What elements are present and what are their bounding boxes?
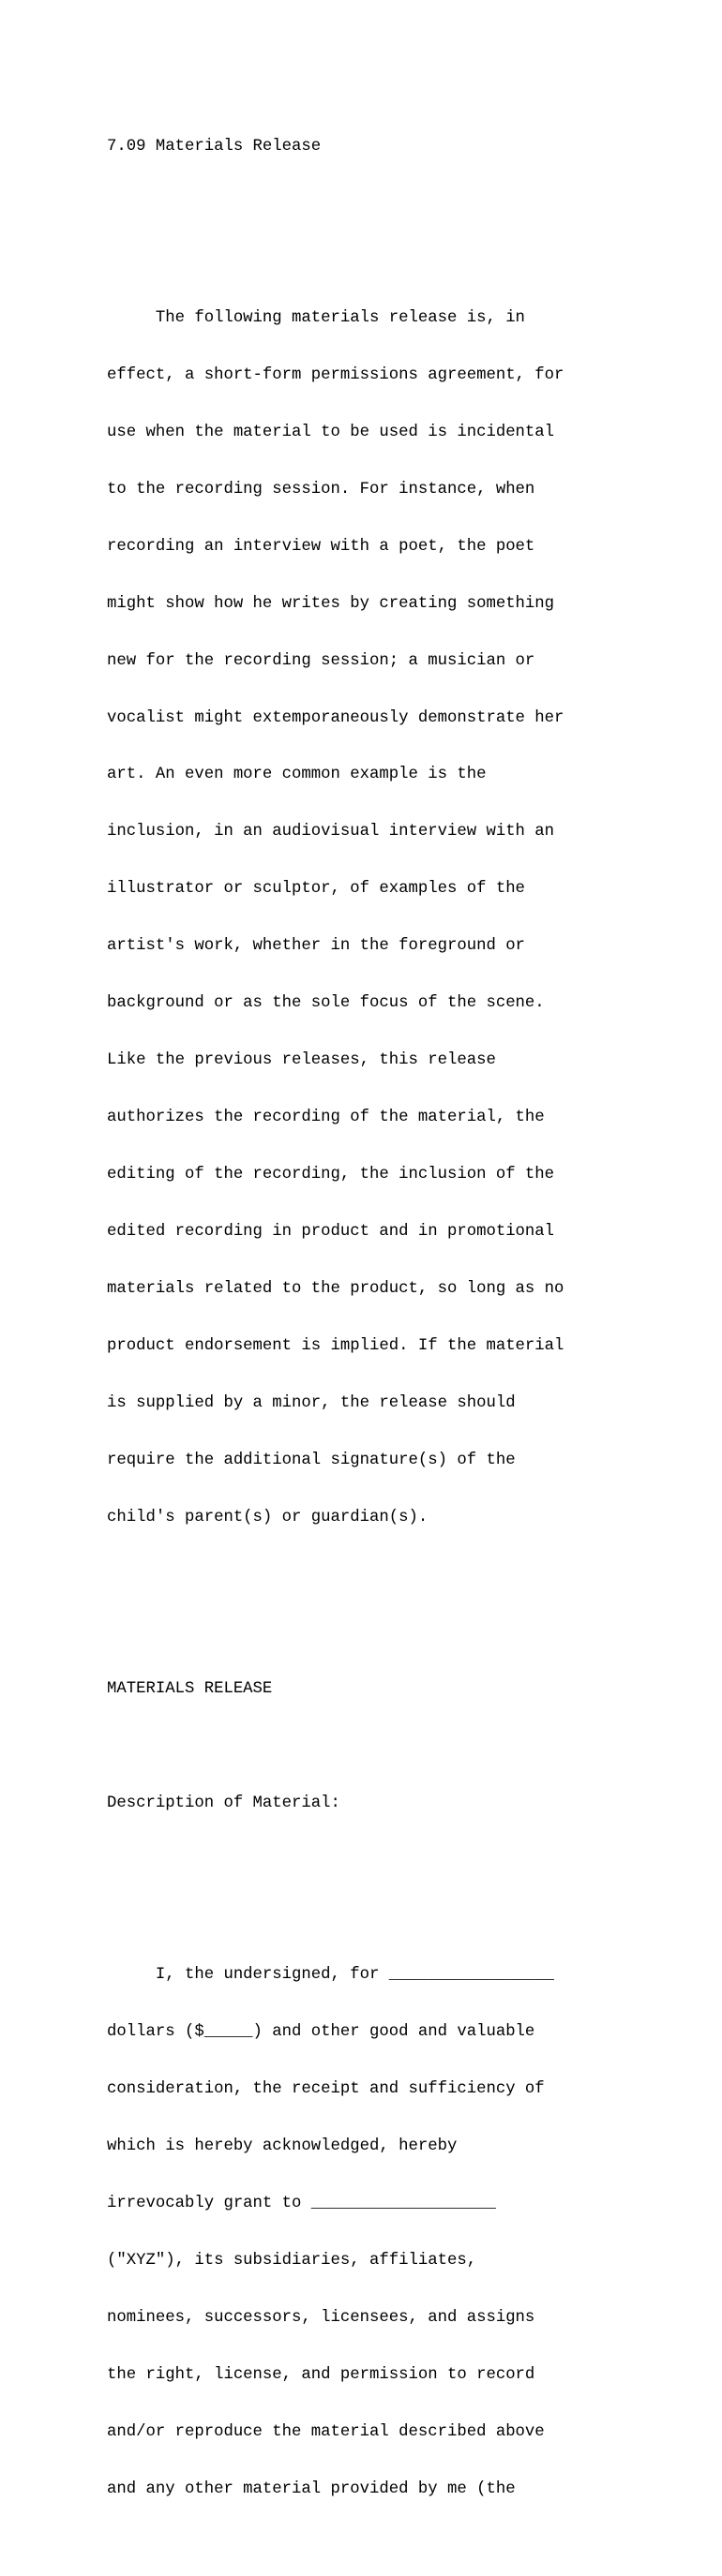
paragraph-line: require the additional signature(s) of the [107, 1452, 516, 1470]
paragraph-line: artist's work, whether in the foreground or [107, 937, 525, 956]
paragraph-line: art. An even more common example is the [107, 766, 487, 784]
blank-line [107, 1852, 669, 1870]
paragraph-line: might show how he writes by creating something [107, 594, 555, 613]
paragraph-line: nominees, successors, licensees, and assigns [107, 2309, 535, 2328]
paragraph-line: to the recording session. For instance, when [107, 480, 535, 499]
paragraph-line: use when the material to be used is incidental [107, 423, 555, 441]
paragraph-line: illustrator or sculptor, of examples of the [107, 880, 525, 899]
paragraph-line: child's parent(s) or guardian(s). [107, 1509, 429, 1527]
paragraph-line: Like the previous releases, this release [107, 1051, 496, 1070]
paragraph-line: and/or reproduce the material described above [107, 2423, 545, 2442]
paragraph-line: inclusion, in an audiovisual interview with an [107, 823, 555, 841]
form-title: MATERIALS RELEASE [107, 1680, 273, 1699]
paragraph-line: authorizes the recording of the material, the [107, 1109, 545, 1127]
paragraph-line: product endorsement is implied. If the material [107, 1337, 564, 1356]
description-label: Description of Material: [107, 1794, 340, 1813]
paragraph-line: background or as the sole focus of the scene. [107, 994, 545, 1013]
paragraph-line: dollars ($_____) and other good and valuable [107, 2023, 535, 2042]
blank-line [107, 195, 669, 214]
section-title: 7.09 Materials Release [107, 137, 322, 156]
blank-line [107, 1623, 669, 1642]
blank-line [107, 1737, 669, 1756]
intro-paragraph [107, 271, 669, 1566]
paragraph-line: ("XYZ"), its subsidiaries, affiliates, [107, 2252, 477, 2271]
paragraph-line: edited recording in product and in promotional [107, 1223, 555, 1242]
paragraph-line: editing of the recording, the inclusion of the [107, 1166, 555, 1184]
paragraph-line: consideration, the receipt and sufficiency of [107, 2080, 545, 2099]
paragraph-line: irrevocably grant to ___________________ [107, 2195, 496, 2213]
paragraph-line: new for the recording session; a musician or [107, 651, 535, 670]
paragraph-line: recording an interview with a poet, the poet [107, 537, 535, 556]
document-body [107, 99, 669, 2576]
paragraph-line: which is hereby acknowledged, hereby [107, 2137, 458, 2156]
paragraph-line: vocalist might extemporaneously demonstrate her [107, 708, 564, 727]
paragraph-line: I, the undersigned, for _________________ [107, 1966, 555, 1985]
paragraph-line: effect, a short-form permissions agreement, for [107, 365, 564, 384]
paragraph-line: materials related to the product, so long as no [107, 1280, 564, 1299]
paragraph-line: the right, license, and permission to record [107, 2366, 535, 2385]
paragraph-line: and any other material provided by me (the [107, 2480, 516, 2499]
grant-paragraph [107, 1928, 669, 2539]
paragraph-line: The following materials release is, in [107, 308, 525, 327]
paragraph-line: is supplied by a minor, the release should [107, 1394, 516, 1413]
